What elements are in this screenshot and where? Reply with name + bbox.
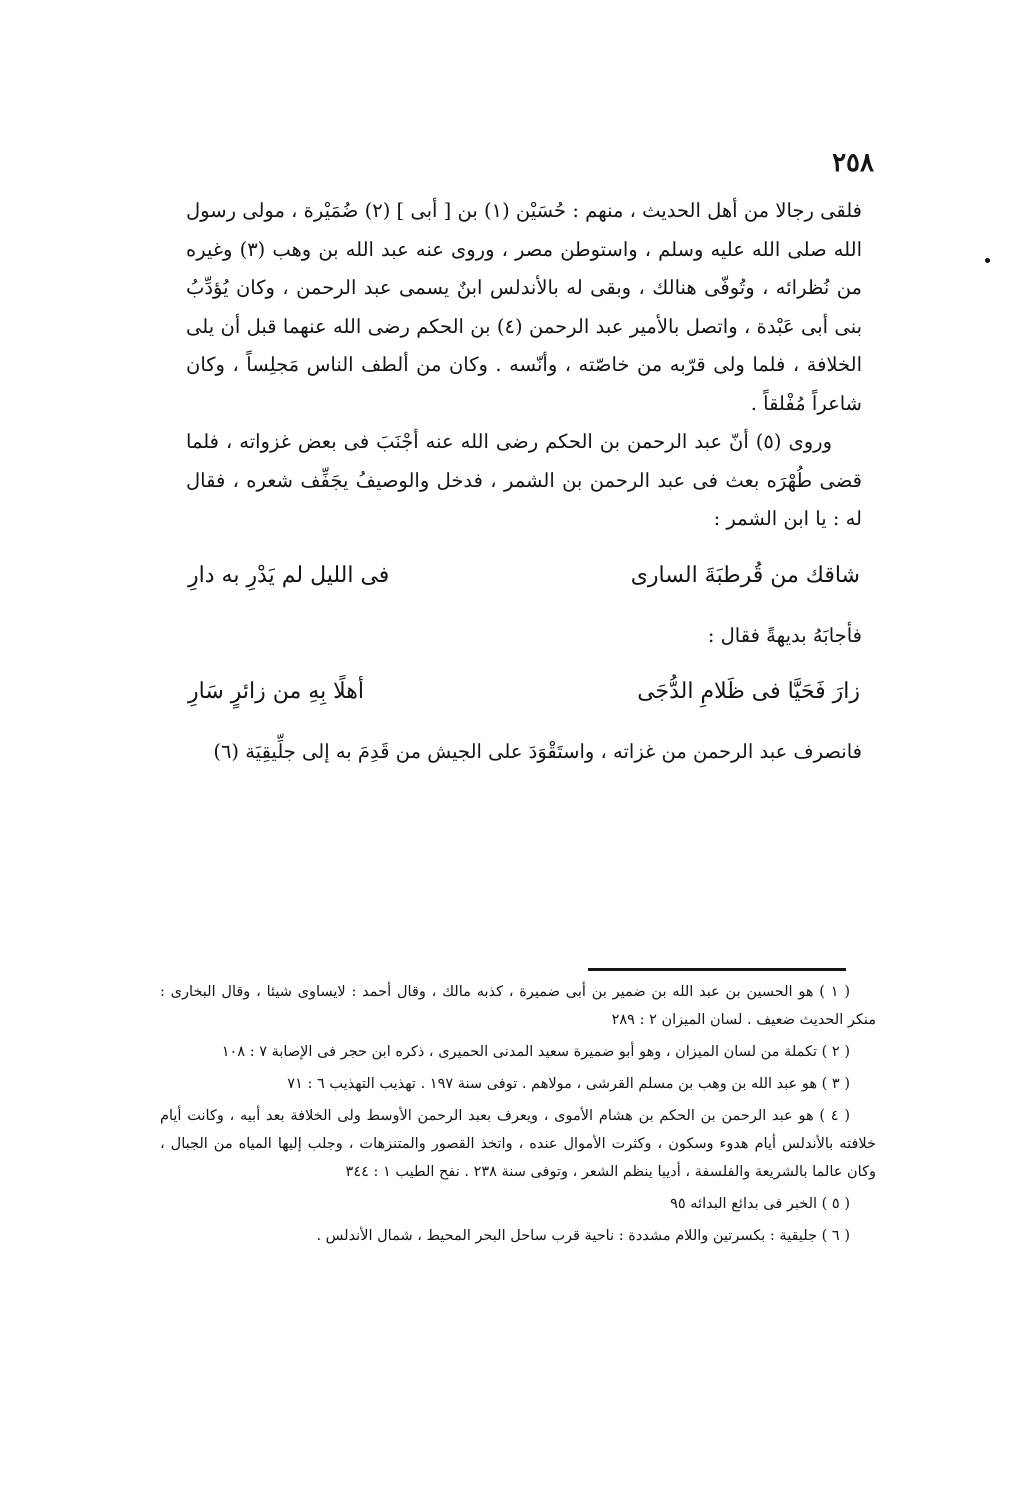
footnote-2: ( ٢ ) تكملة من لسان الميزان ، وهو أبو ضميرة سعيد المدنى الحميرى ، ذكره ابن حجر فى الإصابة ٧ : ١٠٨ xyxy=(221,1044,850,1060)
footnote-3: ( ٣ ) هو عبد الله بن وهب بن مسلم القرشى ، مولاهم . توفى سنة ١٩٧ . تهذيب التهذيب ٦ : ٧١ xyxy=(287,1076,850,1092)
main-text xyxy=(186,192,862,772)
verse-2-first-hemistich: زارَ فَحَيَّا فى ظَلامِ الدُّجَى xyxy=(637,679,860,704)
footnote-5: ( ٥ ) الخبر فى بدائع البدائه ٩٥ xyxy=(670,1196,850,1212)
footnotes xyxy=(160,978,876,1254)
verse-2 xyxy=(186,677,862,707)
paragraph-1: فلقى رجالا من أهل الحديث ، منهم : حُسَيْن (١) بن [ أبى ] (٢) ضُمَيْرة ، مولى رسول الله صلى الله عليه وسلم ، واستوطن مصر ، وروى عنه عبد الله بن وهب (٣) وغيره من نُظرائه ، وتُوفّى هنالك ، وبقى له بالأندلس ابنٌ يسمى عبد الرحمن ، وكان يُؤدِّبُ بنى أبى عَبْدة ، واتصل بالأمير عبد الرحمن (٤) بن الحكم رضى الله عنهما قبل أن يلى الخلافة ، فلما ولى قرّبه من خاصّته ، وأنّسه . وكان من ألطف الناس مَجلِساً ، وكان شاعراً مُفْلقاً . xyxy=(186,199,862,415)
verse-1-first-hemistich: شاقك من قُرطبَةَ السارى xyxy=(630,562,860,588)
verse-1-second-hemistich: فى الليل لم يَدْرِ به دارِ xyxy=(188,562,390,588)
verse-1 xyxy=(186,561,862,591)
page-number: ٢٥٨ xyxy=(832,148,874,178)
paragraph-2: وروى (٥) أنّ عبد الرحمن بن الحكم رضى الله عنه أجْنَبَ فى بعض غزواته ، فلما قضى طُهْرَه بعث فى عبد الرحمن بن الشمر ، فدخل والوصيفُ يجَفِّف شعره ، فقال له : يا ابن الشمر : xyxy=(186,430,862,530)
footnote-4: ( ٤ ) هو عبد الرحمن بن الحكم بن هشام الأموى ، ويعرف بعبد الرحمن الأوسط ولى الخلافة بعد أبيه ، وكانت أيام خلافته بالأندلس أيام هدوء وسكون ، وكثرت الأموال عنده ، واتخذ القصور والمتنزهات ، وجلب إليها المياه من الجبال ، وكان عالما بالشريعة والفلسفة ، أديبا ينظم الشعر ، وتوفى سنة ٢٣٨ . نفح الطيب ١ : ٣٤٤ xyxy=(160,1108,876,1180)
verse-2-second-hemistich: أهلًا بِهِ من زائرٍ سَارِ xyxy=(188,679,365,704)
footnote-1: ( ١ ) هو الحسين بن عبد الله بن ضمير بن أبى ضميرة ، كذبه مالك ، وقال أحمد : لايساوى شيئا ، وقال البخارى : منكر الحديث ضعيف . لسان الميزان ٢ : ٢٨٩ xyxy=(160,984,876,1028)
footnote-divider xyxy=(588,968,846,971)
margin-mark xyxy=(985,258,990,263)
verse-2-intro: فأجابَهُ بديهةً فقال : xyxy=(707,623,862,647)
footnote-6: ( ٦ ) جليقية : بكسرتين واللام مشددة : ناحية قرب ساحل البحر المحيط ، شمال الأندلس . xyxy=(316,1228,850,1244)
paragraph-3: فانصرف عبد الرحمن من غزاته ، واستَقْوَدَ على الجيش من قَدِمَ به إلى جلِّيقِيَة (٦) xyxy=(213,740,862,763)
